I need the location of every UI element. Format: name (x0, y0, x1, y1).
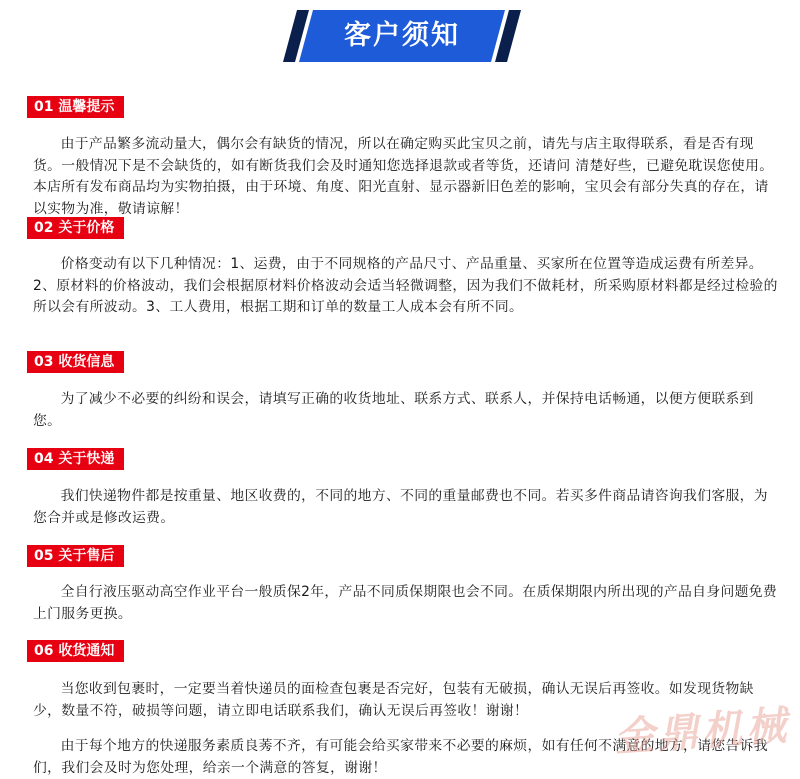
section-tag: 03 收货信息 (27, 351, 124, 373)
section-paragraph: 由于每个地方的快递服务素质良莠不齐，有可能会给买家带来不必要的麻烦，如有任何不满意的地方，请您告诉我们，我们会及时为您处理，给亲一个满意的答复，谢谢！ (33, 738, 768, 776)
section-paragraph: 价格变动有以下几种情况：1、运费，由于不同规格的产品尺寸、产品重量、买家所在位置等造成运费有所差异。2、原材料的价格波动，我们会根据原材料价格波动会适当轻微调整，因为我们不做耗材，所采购原材料都是经过检验的所以会有所波动。3、工人费用，根据工期和订单的数量工人成本会有所不同。 (33, 256, 778, 316)
section-tag: 04 关于快递 (27, 448, 124, 470)
section-paragraph: 当您收到包裹时，一定要当着快递员的面检查包裹是否完好，包装有无破损，确认无误后再签收。如发现货物缺少，数量不符，破损等问题，请立即电话联系我们，确认无误后再签收！谢谢！ (33, 681, 754, 719)
brand-watermark: 金鼎机械 (612, 701, 792, 762)
section-tag: 05 关于售后 (27, 545, 124, 567)
section-paragraph: 我们快递物件都是按重量、地区收费的，不同的地方、不同的重量邮费也不同。若买多件商品请咨询我们客服，为您合并或是修改运费。 (33, 488, 768, 526)
section-tag: 02 关于价格 (27, 217, 124, 239)
section-tag: 06 收货通知 (27, 640, 124, 662)
section-paragraph: 由于产品繁多流动量大，偶尔会有缺货的情况，所以在确定购买此宝贝之前，请先与店主取得联系，看是否有现货。一般情况下是不会缺货的，如有断货我们会及时通知您选择退款或者等货，还请问 清楚好些，已避免耽误您使用。本店所有发布商品均为实物拍摄，由于环境、角度、阳光直射、显示器新旧色差的影响，宝贝会有部分失真的存在，请以实物为准，敬请谅解！ (33, 136, 774, 217)
section-paragraph: 全自行液压驱动高空作业平台一般质保2年，产品不同质保期限也会不同。在质保期限内所出现的产品自身问题免费上门服务更换。 (33, 584, 778, 622)
page-title: 客户须知 (344, 20, 460, 51)
section-paragraph: 为了减少不必要的纠纷和误会，请填写正确的收货地址、联系方式、联系人，并保持电话畅通，以便方便联系到您。 (33, 391, 754, 429)
page-title-banner (283, 10, 521, 62)
section-tag: 01 温馨提示 (27, 96, 124, 118)
